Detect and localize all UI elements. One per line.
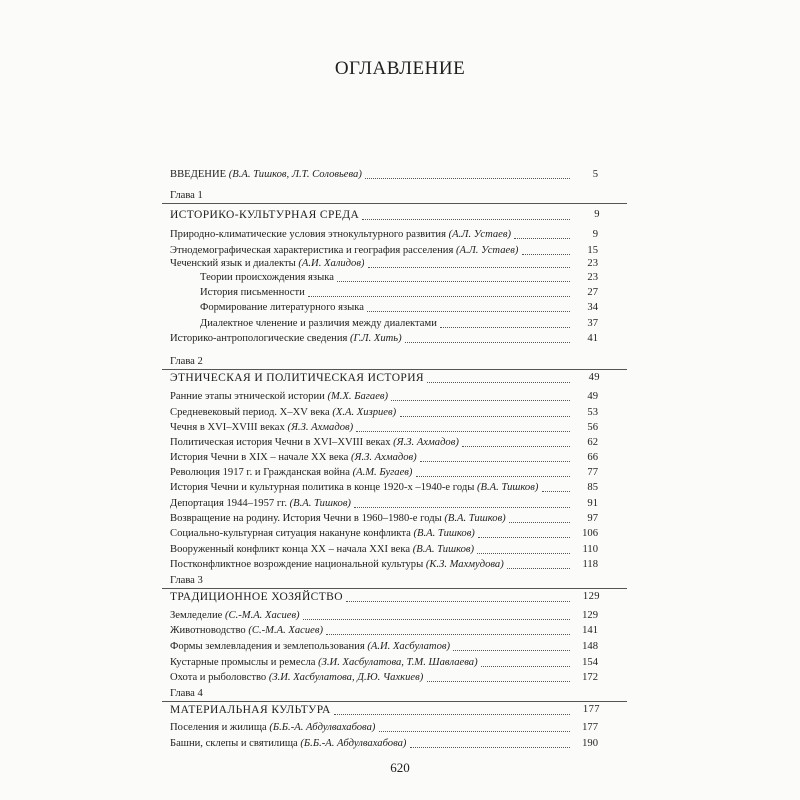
toc-entry-text [200,300,364,315]
entry-author: (З.И. Хасбулатова, Т.М. Шавлаева) [318,657,478,668]
entry-title: Постконфликтное возрождение национальной культуры [170,559,424,570]
entry-title: Чеченский язык и диалекты [170,258,296,269]
toc-entry-text [170,736,406,751]
leader-dots [427,381,570,383]
toc-entry-text [170,496,351,511]
entry-title: История письменности [200,287,305,298]
toc-entry-text [170,557,504,572]
leader-dots [362,218,570,220]
entry-author: (В.А. Тишков) [413,528,475,539]
toc-entry [0,227,800,242]
entry-title: Кустарные промыслы и ремесла [170,657,316,668]
entry-page: 118 [582,559,598,570]
leader-dots [303,618,570,620]
entry-title: Ранние этапы этнической истории [170,391,325,402]
entry-author: (С.-М.А. Хасиев) [224,610,300,621]
entry-author: (В.А. Тишков) [412,544,475,555]
entry-title: История Чечни в XIX – начале XX века [170,452,349,463]
entry-title: История Чечни и культурная политика в конце 1920-х –1940-е годы [170,482,475,493]
section-page: 129 [582,591,600,602]
entry-page: 37 [587,318,598,329]
leader-dots [367,310,570,312]
entry-author: (Я.З. Ахмадов) [393,437,459,448]
toc-entry [0,256,800,271]
entry-title: Формирование литературного языка [200,302,364,313]
entry-title: Возвращение на родину. История Чечни в 1960–1980-е годы [170,513,442,524]
leader-dots [365,177,570,179]
entry-page: 49 [587,391,598,402]
toc-entry-text [200,316,437,331]
entry-title: Политическая история Чечни в XVI–XVIII веках [170,437,391,448]
leader-dots [453,649,570,651]
entry-page: 110 [582,544,598,555]
entry-author: (З.И. Хасбулатова, Д.Ю. Чахкиев) [268,672,424,683]
toc-entry-text [170,227,511,242]
toc-entry [0,655,800,670]
entry-title: Депортация 1944–1957 гг. [170,498,287,509]
toc-entry [0,465,800,480]
toc-entry [0,316,800,331]
entry-author: (В.А. Тишков, Л.Т. Соловьева) [228,169,362,180]
entry-page: 27 [587,287,598,298]
entry-page: 62 [587,437,598,448]
entry-title: Земледелие [170,610,223,621]
entry-author: (С.-М.А. Хасиев) [248,625,323,636]
toc-entry [0,526,800,541]
toc-entry-text [170,450,417,465]
entry-author: (В.А. Тишков) [477,482,539,493]
leader-dots [481,665,570,667]
leader-dots [440,326,570,328]
toc-entry-text [170,720,375,735]
toc-entry [0,435,800,450]
chapter-divider [162,203,627,204]
entry-title: Поселения и жилища [170,722,267,733]
toc-entry-text [170,465,412,480]
toc-entry-text [170,167,362,182]
leader-dots [427,680,570,682]
toc-entry [0,496,800,511]
leader-dots [391,399,570,401]
toc-entry-text [170,639,450,654]
leader-dots [346,600,570,602]
entry-author: (М.Х. Багаев) [327,391,389,402]
entry-page: 190 [582,738,598,749]
entry-page: 9 [592,229,598,240]
chapter-section-title [0,589,800,605]
entry-page: 154 [582,657,598,668]
entry-page: 85 [587,482,598,493]
leader-dots [477,552,570,554]
section-title-text: ТРАДИЦИОННОЕ ХОЗЯЙСТВО [170,591,343,603]
toc-entry [0,557,800,572]
leader-dots [354,506,570,508]
toc-entry-text [170,420,353,435]
entry-title: Теории происхождения языка [200,272,334,283]
toc-entry [0,420,800,435]
toc-entry [0,270,800,285]
page-number: 620 [390,760,410,775]
entry-page: 97 [587,513,598,524]
toc-entry [0,480,800,495]
entry-page: 56 [587,422,598,433]
toc-entry [0,720,800,735]
entry-page: 23 [587,258,598,269]
section-page: 49 [588,372,600,383]
toc-entry [0,736,800,751]
toc-entry-text [170,526,475,541]
toc-entry [0,285,800,300]
leader-dots [420,460,570,462]
toc-entry [0,623,800,638]
toc-entry-text [200,270,334,285]
entry-title: Животноводство [170,625,246,636]
toc-entry-text [170,511,506,526]
leader-dots [478,536,570,538]
toc-entry-text [170,655,478,670]
entry-author: (В.А. Тишков) [444,513,506,524]
entry-author: (А.Л. Устаев) [448,229,511,240]
entry-page: 129 [582,610,598,621]
entry-title: Башни, склепы и святилища [170,738,298,749]
entry-page: 148 [582,641,598,652]
section-title-text: МАТЕРИАЛЬНАЯ КУЛЬТУРА [170,704,331,716]
entry-page: 23 [587,272,598,283]
toc-entry [0,670,800,685]
entry-author: (Б.Б.-А. Абдулвахабова) [269,722,376,733]
entry-title: Вооруженный конфликт конца XX – начала XXI века [170,544,411,555]
toc-entry [0,511,800,526]
leader-dots [410,746,570,748]
section-title-text: ЭТНИЧЕСКАЯ И ПОЛИТИЧЕСКАЯ ИСТОРИЯ [170,372,424,384]
toc-entry-text [170,435,459,450]
entry-title: Чечня в XVI–XVIII веках [170,422,285,433]
entry-page: 66 [587,452,598,463]
entry-title: Революция 1917 г. и Гражданская война [170,467,350,478]
entry-author: (В.А. Тишков) [289,498,351,509]
chapter-section-title [0,207,800,223]
leader-dots [326,633,570,635]
toc-entry-text [170,542,474,557]
toc-entry [0,389,800,404]
toc-entry-text [200,285,305,300]
toc-entry-text [170,623,323,638]
leader-dots [337,280,570,282]
entry-author: (Г.Л. Хить) [350,333,402,344]
toc-entry [0,331,800,346]
entry-page: 106 [582,528,598,539]
chapter-label: Глава 2 [170,356,203,367]
toc-entry-text [170,608,300,623]
toc-entry [0,639,800,654]
entry-title: Диалектное членение и различия между диалектами [200,318,437,329]
toc-entry [0,300,800,315]
toc-entry-text [170,389,388,404]
entry-author: (Б.Б.-А. Абдулвахабова) [300,738,407,749]
entry-author: (А.И. Халидов) [298,258,365,269]
toc-entry-intro [0,167,800,182]
entry-page: 141 [582,625,598,636]
leader-dots [368,266,570,268]
chapter-label: Глава 3 [170,575,203,586]
entry-title: Средневековый период. X–XV века [170,407,330,418]
entry-page: 177 [582,722,598,733]
entry-page: 5 [592,169,598,180]
toc-entry-text [170,670,423,685]
entry-page: 172 [582,672,598,683]
chapter-section-title [0,370,800,386]
leader-dots [379,730,570,732]
entry-author: (К.З. Махмудова) [425,559,504,570]
section-page: 9 [594,209,600,220]
toc-entry-text [170,331,402,346]
entry-title: Формы землевладения и землепользования [170,641,365,652]
toc-entry [0,542,800,557]
entry-title: Охота и рыболовство [170,672,267,683]
entry-author: (Я.З. Ахмадов) [350,452,417,463]
section-title-text: ИСТОРИКО-КУЛЬТУРНАЯ СРЕДА [170,209,360,221]
entry-page: 15 [587,245,598,256]
entry-page: 34 [587,302,598,313]
entry-page: 53 [587,407,598,418]
leader-dots [400,415,570,417]
chapter-section-title [0,702,800,718]
entry-title: ВВЕДЕНИЕ [170,169,227,180]
leader-dots [356,430,570,432]
leader-dots [308,295,570,297]
entry-title: Историко-антропологические сведения [170,333,348,344]
toc-entry [0,405,800,420]
entry-author: (А.Л. Устаев) [455,245,519,256]
entry-page: 41 [587,333,598,344]
toc-entry [0,608,800,623]
entry-author: (Я.З. Ахмадов) [287,422,354,433]
entry-title: Социально-культурная ситуация накануне конфликта [170,528,411,539]
entry-title: Природно-климатические условия этнокультурного развития [170,229,446,240]
entry-author: (Х.А. Хизриев) [332,407,397,418]
page-title: ОГЛАВЛЕНИЕ [334,58,466,79]
toc-entry-text [170,480,538,495]
toc-entry-text [170,405,396,420]
toc-entry-text [170,256,364,271]
entry-page: 77 [587,467,598,478]
chapter-label: Глава 1 [170,190,203,201]
entry-author: (А.И. Хасбулатов) [367,641,451,652]
leader-dots [334,713,570,715]
entry-page: 91 [587,498,598,509]
toc-entry [0,450,800,465]
leader-dots [416,475,570,477]
entry-title: Этнодемографическая характеристика и география расселения [170,245,454,256]
section-page: 177 [582,704,600,715]
leader-dots [462,445,570,447]
leader-dots [405,341,570,343]
entry-author: (А.М. Бугаев) [352,467,413,478]
chapter-label: Глава 4 [170,688,203,699]
